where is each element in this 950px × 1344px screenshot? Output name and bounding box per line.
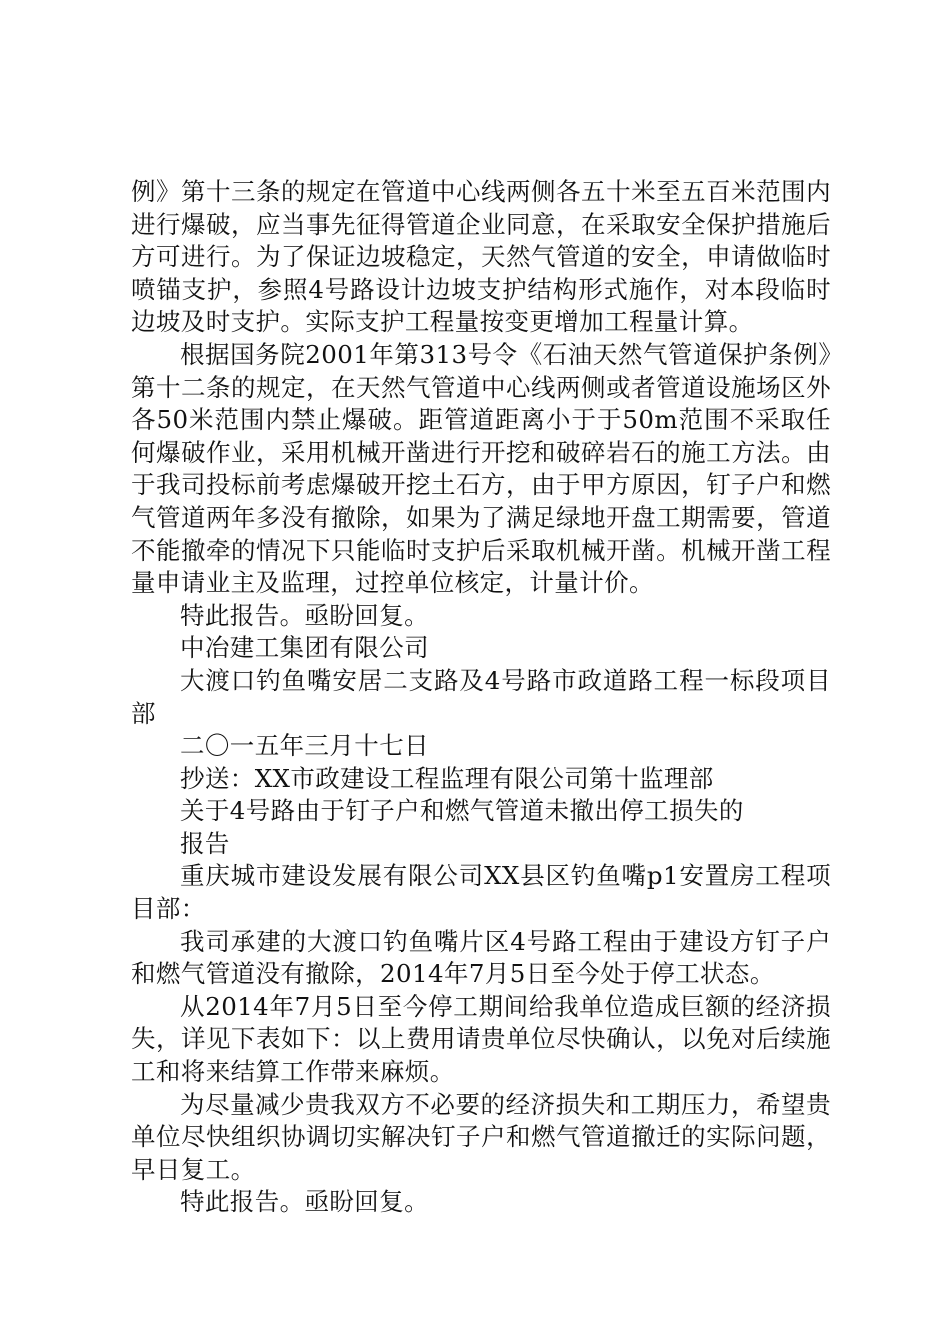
paragraph-addressee: 重庆城市建设发展有限公司XX县区钓鱼嘴p1安置房工程项目部： xyxy=(131,861,831,924)
paragraph-closing-1: 特此报告。亟盼回复。 xyxy=(180,600,429,630)
paragraph-closing-2: 特此报告。亟盼回复。 xyxy=(180,1187,429,1217)
paragraph-company-name: 中冶建工集团有限公司 xyxy=(180,633,429,663)
document-body xyxy=(131,176,831,1219)
paragraph-economic-loss: 从2014年7月5日至今停工期间给我单位造成巨额的经济损失，详见下表如下：以上费用请贵单位尽快确认，以免对后续施工和将来结算工作带来麻烦。 xyxy=(131,991,831,1087)
paragraph-report-title-end: 报告 xyxy=(180,828,230,858)
paragraph-request: 为尽量减少贵我双方不必要的经济损失和工期压力，希望贵单位尽快组织协调切实解决钉子户和燃气管道撤迁的实际问题，早日复工。 xyxy=(131,1089,831,1184)
paragraph-project-department: 大渡口钓鱼嘴安居二支路及4号路市政道路工程一标段项目部 xyxy=(131,665,831,728)
paragraph-date: 二〇一五年三月十七日 xyxy=(180,731,429,761)
paragraph-stoppage-status: 我司承建的大渡口钓鱼嘴片区4号路工程由于建设方钉子户和燃气管道没有撤除，2014年7月5日至今处于停工状态。 xyxy=(131,926,831,989)
paragraph-regulation-continued: 例》第十三条的规定在管道中心线两侧各五十米至五百米范围内进行爆破，应当事先征得管道企业同意，在采取安全保护措施后方可进行。为了保证边坡稳定，天然气管道的安全，申请做临时喷锚支护，参照4号路设计边坡支护结构形式施作，对本段临时边坡及时支护。实际支护工程量按变更增加工程量计算。 xyxy=(131,177,831,337)
paragraph-cc: 抄送：XX市政建设工程监理有限公司第十监理部 xyxy=(180,763,714,793)
paragraph-state-council-order: 根据国务院2001年第313号令《石油天然气管道保护条例》第十二条的规定，在天然气管道中心线两侧或者管道设施场区外各50米范围内禁止爆破。距管道距离小于于50m范围不采取任何爆破作业，采用机械开凿进行开挖和破碎岩石的施工方法。由于我司投标前考虑爆破开挖土石方，由于甲方原因，钉子户和燃气管道两年多没有撤除，如果为了满足绿地开盘工期需要，管道不能撤牵的情况下只能临时支护后采取机械开凿。机械开凿工程量申请业主及监理，过控单位核定，计量计价。 xyxy=(131,339,831,598)
paragraph-report-title: 关于4号路由于钉子户和燃气管道未撤出停工损失的 xyxy=(180,796,744,826)
